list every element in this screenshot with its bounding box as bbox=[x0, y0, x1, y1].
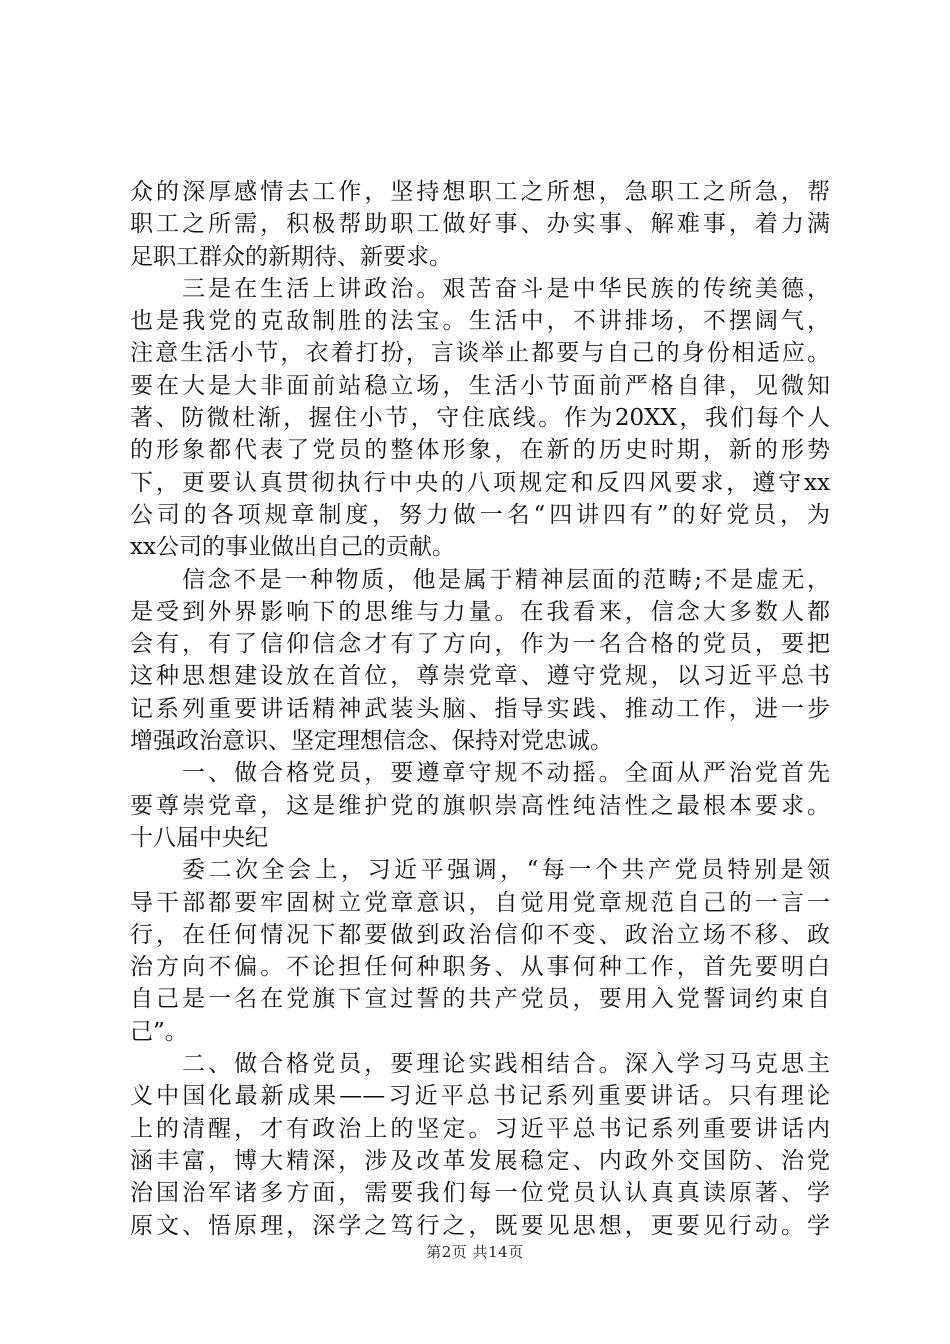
text-line: 导干部都要牢固树立党章意识，自觉用党章规范自己的一言一 bbox=[130, 889, 830, 916]
text-line: 是受到外界影响下的思维与力量。在我看来，信念大多数人都 bbox=[130, 598, 830, 625]
text-line: 众的深厚感情去工作，坚持想职工之所想，急职工之所急，帮 bbox=[130, 179, 830, 205]
text-line: 义中国化最新成果——习近平总书记系列重要讲话。只有理论 bbox=[130, 1083, 830, 1110]
text-line: 己”。 bbox=[130, 1018, 188, 1045]
text-line: 自己是一名在党旗下宣过誓的共产党员，要用入党誓词约束自 bbox=[130, 986, 830, 1013]
text-line: 公司的各项规章制度，努力做一名“四讲四有”的好党员，为 bbox=[130, 501, 830, 528]
text-line: 十八届中央纪 bbox=[130, 824, 268, 851]
text-line: 要尊崇党章，这是维护党的旗帜崇高性纯洁性之最根本要求。 bbox=[130, 792, 830, 819]
text-line: 著、防微杜渐，握住小节，守住底线。作为20XX，我们每个人 bbox=[130, 405, 830, 432]
text-line: 下，更要认真贯彻执行中央的八项规定和反四风要求，遵守xx bbox=[130, 469, 830, 496]
text-line: 的形象都代表了党员的整体形象，在新的历史时期，新的形势 bbox=[130, 437, 830, 464]
text-line: 治国治军诸多方面，需要我们每一位党员认认真真读原著、学 bbox=[130, 1180, 830, 1207]
text-line: 原文、悟原理，深学之笃行之，既要见思想，更要见行动。学 bbox=[130, 1212, 830, 1239]
text-line: 行，在任何情况下都要做到政治信仰不变、政治立场不移、政 bbox=[130, 921, 830, 948]
text-line: 足职工群众的新期待、新要求。 bbox=[130, 243, 452, 270]
text-line: 委二次全会上，习近平强调，“每一个共产党员特别是领 bbox=[182, 857, 830, 884]
text-line: xx公司的事业做出自己的贡献。 bbox=[130, 534, 455, 561]
document-body bbox=[130, 176, 830, 1242]
page-footer: 第2页 共14页 bbox=[426, 1243, 524, 1261]
text-line: 职工之所需，积极帮助职工做好事、办实事、解难事，着力满 bbox=[130, 211, 830, 238]
text-line: 二、做合格党员，要理论实践相结合。深入学习马克思主 bbox=[182, 1051, 830, 1078]
text-line: 信念不是一种物质，他是属于精神层面的范畴;不是虚无， bbox=[182, 566, 830, 593]
text-line: 也是我党的克敌制胜的法宝。生活中，不讲排场，不摆阔气， bbox=[130, 308, 830, 335]
text-line: 三是在生活上讲政治。艰苦奋斗是中华民族的传统美德， bbox=[182, 275, 830, 302]
text-line: 涵丰富，博大精深，涉及改革发展稳定、内政外交国防、治党 bbox=[130, 1147, 830, 1174]
text-line: 上的清醒，才有政治上的坚定。习近平总书记系列重要讲话内 bbox=[130, 1115, 830, 1142]
text-line: 这种思想建设放在首位，尊崇党章、遵守党规，以习近平总书 bbox=[130, 663, 830, 690]
text-line: 治方向不偏。不论担任何种职务、从事何种工作，首先要明白 bbox=[130, 954, 830, 981]
text-line: 注意生活小节，衣着打扮，言谈举止都要与自己的身份相适应。 bbox=[130, 340, 830, 367]
text-line: 要在大是大非面前站稳立场，生活小节面前严格自律，见微知 bbox=[130, 372, 830, 399]
text-line: 一、做合格党员，要遵章守规不动摇。全面从严治党首先 bbox=[182, 760, 830, 787]
text-line: 增强政治意识、坚定理想信念、保持对党忠诚。 bbox=[130, 728, 613, 755]
text-line: 会有，有了信仰信念才有了方向，作为一名合格的党员，要把 bbox=[130, 631, 830, 658]
text-line: 记系列重要讲话精神武装头脑、指导实践、推动工作，进一步 bbox=[130, 695, 830, 722]
